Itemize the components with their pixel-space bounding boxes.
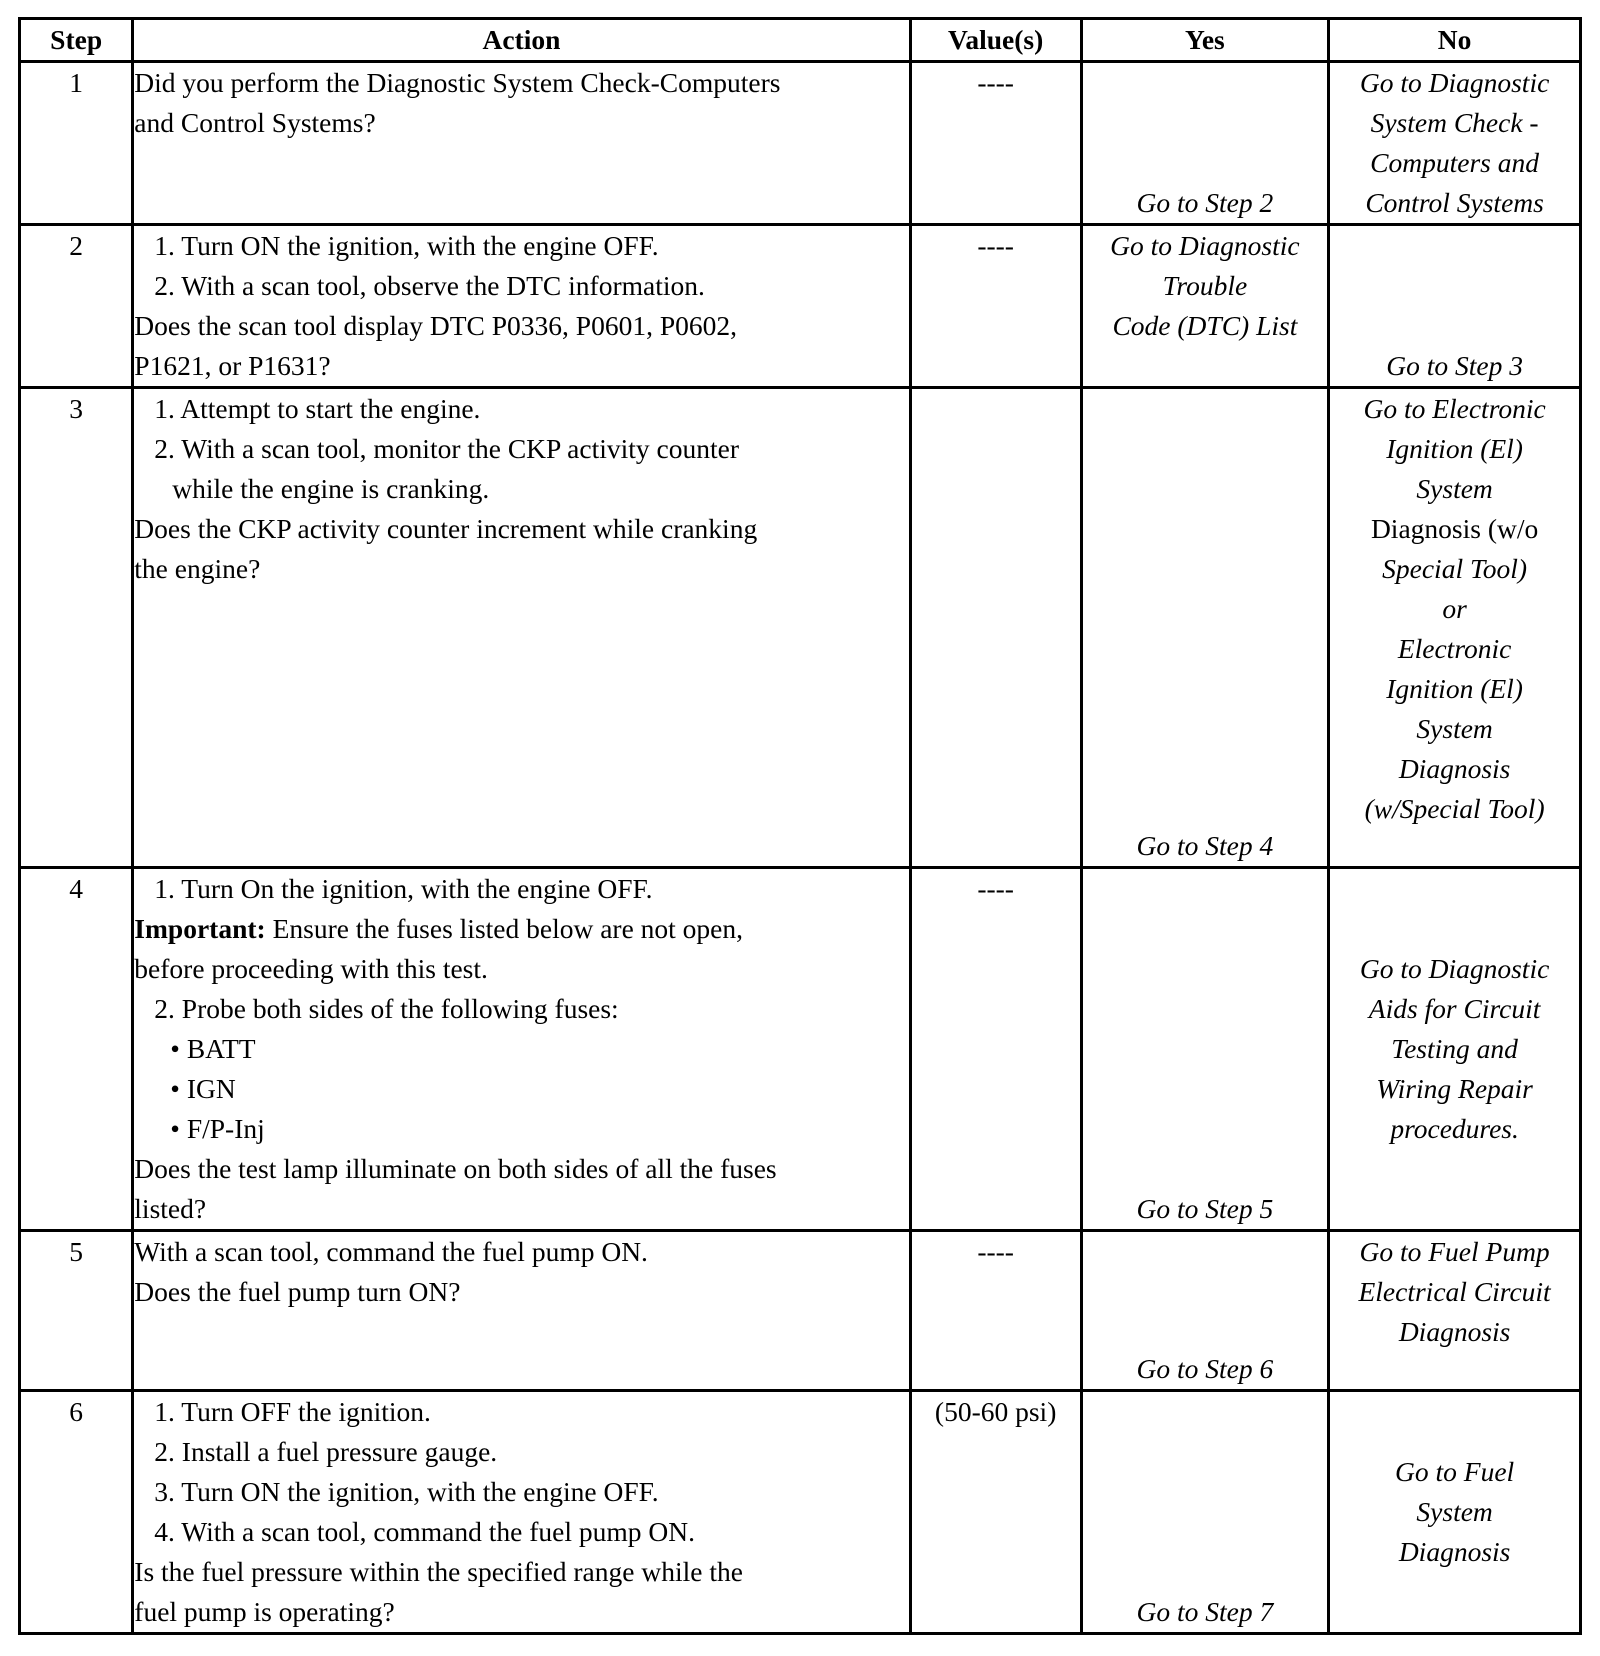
yes-cell xyxy=(1081,868,1329,1231)
table-row xyxy=(20,225,1581,388)
bullet-icon: • xyxy=(170,1033,187,1064)
table-row xyxy=(20,868,1581,1231)
value-cell: (50-60 psi) xyxy=(910,1391,1081,1634)
action-cell xyxy=(133,868,910,1231)
table-row xyxy=(20,1231,1581,1391)
value-cell: ---- xyxy=(910,868,1081,1231)
yes-link[interactable]: Code (DTC) List xyxy=(1112,310,1298,341)
action-line: listed? xyxy=(134,1193,207,1224)
no-link[interactable]: Diagnosis xyxy=(1398,1316,1511,1347)
action-line: P1621, or P1631? xyxy=(134,350,331,381)
action-line: 2. With a scan tool, monitor the CKP activity counter xyxy=(154,433,739,464)
step-number: 6 xyxy=(20,1391,133,1634)
header-values: Value(s) xyxy=(910,19,1081,62)
step-number: 1 xyxy=(20,62,133,225)
action-line: and Control Systems? xyxy=(134,107,376,138)
yes-link[interactable]: Go to Step 2 xyxy=(1136,187,1274,218)
yes-link[interactable]: Go to Diagnostic xyxy=(1110,230,1300,261)
bullet-icon: • xyxy=(170,1073,187,1104)
action-line: Did you perform the Diagnostic System Check-Computers xyxy=(134,67,781,98)
action-line: fuel pump is operating? xyxy=(134,1596,395,1627)
yes-cell xyxy=(1081,225,1329,388)
no-cell xyxy=(1329,1231,1581,1391)
yes-cell xyxy=(1081,1231,1329,1391)
no-cell xyxy=(1329,62,1581,225)
action-line: 1. Turn OFF the ignition. xyxy=(154,1396,431,1427)
yes-cell xyxy=(1081,1391,1329,1634)
action-line: 3. Turn ON the ignition, with the engine OFF. xyxy=(154,1476,659,1507)
header-no: No xyxy=(1329,19,1581,62)
yes-link[interactable]: Go to Step 4 xyxy=(1136,830,1274,861)
step-number: 4 xyxy=(20,868,133,1231)
action-line: Does the test lamp illuminate on both sides of all the fuses xyxy=(134,1153,777,1184)
action-line: 4. With a scan tool, command the fuel pump ON. xyxy=(154,1516,695,1547)
action-line: Does the fuel pump turn ON? xyxy=(134,1276,461,1307)
yes-link[interactable]: Go to Step 5 xyxy=(1136,1193,1274,1224)
yes-link[interactable]: Trouble xyxy=(1162,270,1248,301)
no-link[interactable]: Diagnosis (w/o xyxy=(1370,513,1539,544)
action-line: With a scan tool, command the fuel pump ON. xyxy=(134,1236,648,1267)
yes-cell xyxy=(1081,388,1329,868)
action-cell xyxy=(133,1391,910,1634)
action-line: while the engine is cranking. xyxy=(172,473,490,504)
action-line: before proceeding with this test. xyxy=(134,953,488,984)
no-link[interactable]: Go to Step 3 xyxy=(1386,350,1523,381)
action-line: 2. Probe both sides of the following fuses: xyxy=(154,993,619,1024)
no-link[interactable]: Go to Fuel xyxy=(1395,1456,1515,1487)
header-row xyxy=(20,19,1581,62)
value-cell: ---- xyxy=(910,225,1081,388)
no-link[interactable]: Ignition (El) xyxy=(1386,673,1523,704)
header-step: Step xyxy=(20,19,133,62)
header-action: Action xyxy=(133,19,910,62)
step-number: 3 xyxy=(20,388,133,868)
no-link[interactable]: Go to Diagnostic xyxy=(1359,953,1550,984)
no-link[interactable]: procedures. xyxy=(1390,1113,1519,1144)
yes-link[interactable]: Go to Step 6 xyxy=(1136,1353,1274,1384)
action-line: Is the fuel pressure within the specified range while the xyxy=(134,1556,743,1587)
value-cell: ---- xyxy=(910,62,1081,225)
no-link[interactable]: System xyxy=(1416,1496,1493,1527)
no-link: or xyxy=(1442,593,1467,624)
table-row xyxy=(20,62,1581,225)
action-line: 1. Turn On the ignition, with the engine OFF. xyxy=(154,873,653,904)
action-cell xyxy=(133,62,910,225)
action-line: 1. Attempt to start the engine. xyxy=(154,393,481,424)
diagnostic-table xyxy=(18,17,1582,1635)
header-yes: Yes xyxy=(1081,19,1329,62)
no-link[interactable]: System xyxy=(1416,473,1493,504)
no-link[interactable]: Wiring Repair xyxy=(1376,1073,1533,1104)
no-link[interactable]: Testing and xyxy=(1391,1033,1518,1064)
no-link[interactable]: Control Systems xyxy=(1365,187,1544,218)
no-link[interactable]: Special Tool) xyxy=(1382,553,1528,584)
important-text: Ensure the fuses listed below are not open, xyxy=(265,913,743,944)
fuse-item: • BATT xyxy=(170,1033,256,1064)
action-line: the engine? xyxy=(134,553,261,584)
no-link[interactable]: Computers and xyxy=(1370,147,1539,178)
action-cell xyxy=(133,1231,910,1391)
no-link[interactable]: (w/Special Tool) xyxy=(1364,793,1545,824)
fuse-item: • IGN xyxy=(170,1073,236,1104)
no-link[interactable]: Go to Electronic xyxy=(1363,393,1546,424)
action-cell xyxy=(133,225,910,388)
value-cell: ---- xyxy=(910,1231,1081,1391)
table-row xyxy=(20,1391,1581,1634)
action-cell xyxy=(133,388,910,868)
no-link[interactable]: Electrical Circuit xyxy=(1358,1276,1551,1307)
action-line: 2. Install a fuel pressure gauge. xyxy=(154,1436,498,1467)
no-link[interactable]: Electronic xyxy=(1397,633,1512,664)
no-link[interactable]: System xyxy=(1416,713,1493,744)
fuse-item: • F/P-Inj xyxy=(170,1113,265,1144)
no-link[interactable]: System Check - xyxy=(1370,107,1539,138)
important-label: Important: xyxy=(134,913,266,944)
yes-cell xyxy=(1081,62,1329,225)
no-link[interactable]: Aids for Circuit xyxy=(1368,993,1541,1024)
no-cell xyxy=(1329,225,1581,388)
no-cell xyxy=(1329,388,1581,868)
action-line: 2. With a scan tool, observe the DTC information. xyxy=(154,270,705,301)
no-link[interactable]: Diagnosis xyxy=(1398,753,1511,784)
table-row xyxy=(20,388,1581,868)
no-cell xyxy=(1329,868,1581,1231)
bullet-icon: • xyxy=(170,1113,187,1144)
action-line: 1. Turn ON the ignition, with the engine OFF. xyxy=(154,230,659,261)
action-line: Does the scan tool display DTC P0336, P0601, P0602, xyxy=(134,310,738,341)
yes-link[interactable]: Go to Step 7 xyxy=(1136,1596,1274,1627)
step-number: 5 xyxy=(20,1231,133,1391)
value-cell xyxy=(910,388,1081,868)
no-link[interactable]: Go to Fuel Pump xyxy=(1359,1236,1550,1267)
step-number: 2 xyxy=(20,225,133,388)
important-note xyxy=(134,909,908,949)
action-line: Does the CKP activity counter increment while cranking xyxy=(134,513,758,544)
no-link[interactable]: Ignition (El) xyxy=(1386,433,1523,464)
no-cell xyxy=(1329,1391,1581,1634)
no-link[interactable]: Diagnosis xyxy=(1398,1536,1511,1567)
no-link[interactable]: Go to Diagnostic xyxy=(1359,67,1550,98)
